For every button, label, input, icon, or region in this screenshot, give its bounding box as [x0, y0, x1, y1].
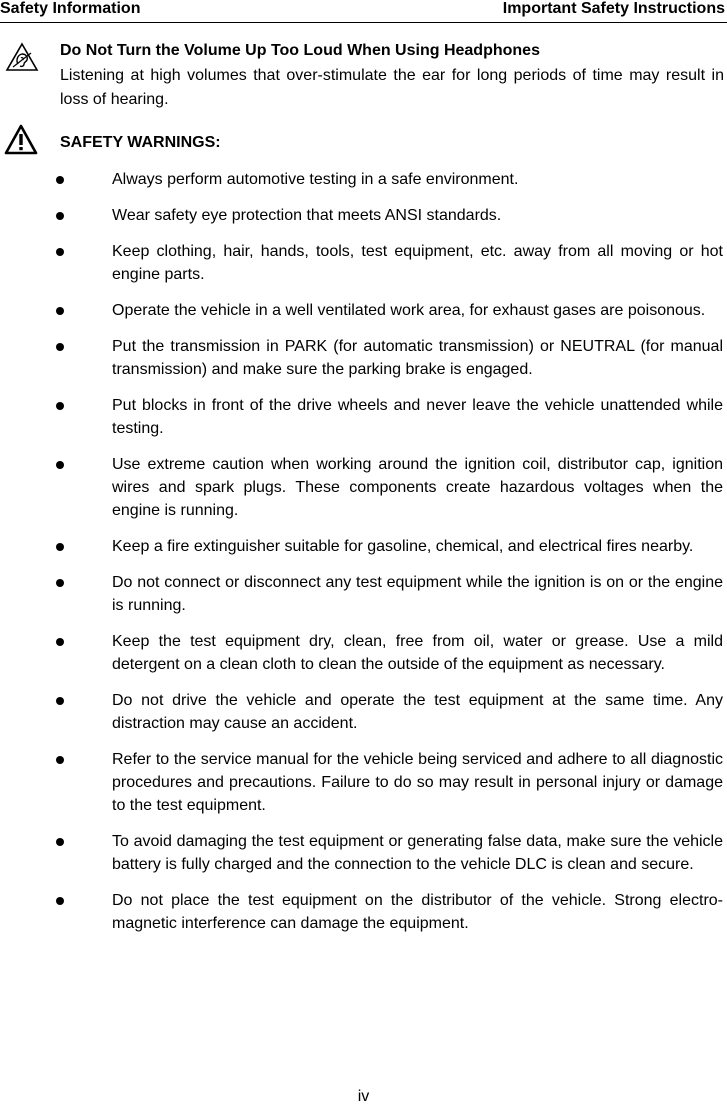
list-item — [0, 889, 727, 935]
list-item — [0, 335, 727, 381]
list-item-text: Keep clothing, hair, hands, tools, test equipment, etc. away from all moving or hot engine parts. — [112, 243, 723, 283]
list-item — [0, 299, 727, 322]
headphones-title: Do Not Turn the Volume Up Too Loud When Using Headphones — [60, 42, 540, 59]
list-item-text: Refer to the service manual for the vehicle being serviced and adhere to all diagnostic procedures and precautions. Failure to do so may result in personal injury or damage to the test equipment. — [112, 751, 723, 814]
bullet-icon — [56, 543, 64, 551]
list-item — [0, 748, 727, 817]
list-item — [0, 204, 727, 227]
bullet-icon — [56, 897, 64, 905]
bullet-icon — [56, 248, 64, 256]
bullet-icon — [56, 402, 64, 410]
list-item-text: Operate the vehicle in a well ventilated work area, for exhaust gases are poisonous. — [112, 302, 706, 319]
headphones-text: Listening at high volumes that over-stimulate the ear for long periods of time may result in loss of hearing. — [60, 67, 724, 108]
list-item-text: Wear safety eye protection that meets ANSI standards. — [112, 207, 502, 224]
list-item-text: Put the transmission in PARK (for automatic transmission) or NEUTRAL (for manual transmission) and make sure the parking brake is engaged. — [112, 338, 723, 378]
list-item-text: To avoid damaging the test equipment or generating false data, make sure the vehicle battery is fully charged and the connection to the vehicle DLC is clean and secure. — [112, 833, 723, 873]
list-item — [0, 240, 727, 286]
page-header — [0, 0, 727, 23]
list-item — [0, 630, 727, 676]
bullet-icon — [56, 212, 64, 220]
list-item-text: Do not connect or disconnect any test equipment while the ignition is on or the engine is running. — [112, 574, 723, 614]
list-item-text: Use extreme caution when working around the ignition coil, distributor cap, ignition wires and spark plugs. These components create hazardous voltages when the engine is running. — [112, 456, 723, 519]
page-number: iv — [357, 1088, 370, 1105]
bullet-icon — [56, 638, 64, 646]
list-item — [0, 830, 727, 876]
bullet-icon — [56, 697, 64, 705]
bullet-icon — [56, 579, 64, 587]
list-item — [0, 168, 727, 191]
bullet-icon — [56, 176, 64, 184]
list-item-text: Do not place the test equipment on the distributor of the vehicle. Strong electro-magnetic interference can damage the equipment. — [112, 892, 723, 932]
warning-triangle-icon — [4, 124, 38, 156]
bullet-icon — [56, 838, 64, 846]
safety-warnings-title: SAFETY WARNINGS: — [60, 134, 221, 151]
bullet-icon — [56, 461, 64, 469]
section-title-right: Important Safety Instructions — [502, 0, 725, 17]
list-item-text: Do not drive the vehicle and operate the test equipment at the same time. Any distraction may cause an accident. — [112, 692, 723, 732]
ear-warning-icon — [5, 42, 39, 72]
list-item-text: Always perform automotive testing in a safe environment. — [112, 171, 519, 188]
bullet-icon — [56, 343, 64, 351]
list-item — [0, 535, 727, 558]
list-item-text: Keep the test equipment dry, clean, free from oil, water or grease. Use a mild detergent on a clean cloth to clean the outside of the equipment as necessary. — [112, 633, 723, 673]
list-item — [0, 394, 727, 440]
list-item-text: Put blocks in front of the drive wheels and never leave the vehicle unattended while testing. — [112, 397, 723, 437]
list-item-text: Keep a fire extinguisher suitable for gasoline, chemical, and electrical fires nearby. — [112, 538, 694, 555]
list-item — [0, 453, 727, 522]
section-title-left: Safety Information — [0, 0, 141, 17]
safety-warnings-list — [0, 168, 727, 948]
list-item — [0, 689, 727, 735]
bullet-icon — [56, 756, 64, 764]
bullet-icon — [56, 307, 64, 315]
list-item — [0, 571, 727, 617]
